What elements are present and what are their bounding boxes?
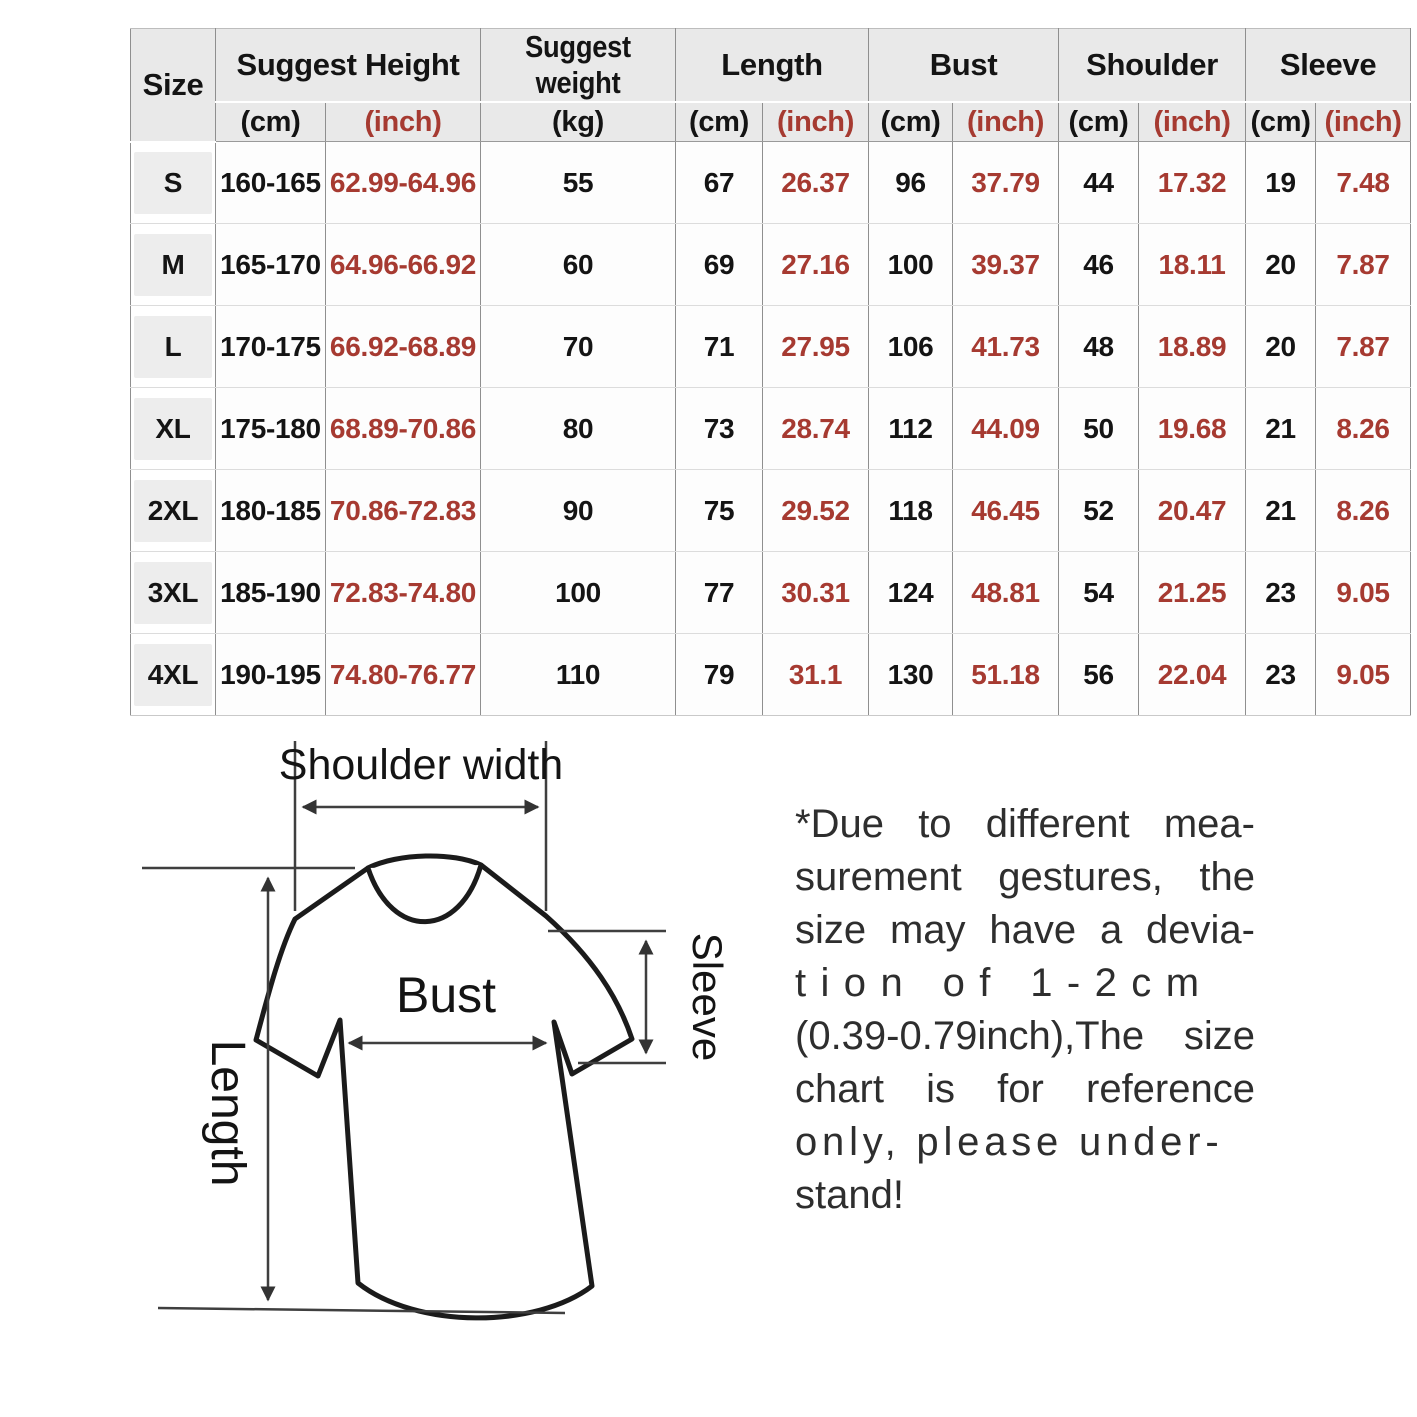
cell-height-cm: 170-175: [216, 306, 326, 388]
header-units-row: [131, 102, 1411, 142]
size-chip: L: [134, 316, 212, 378]
cell-height-inch: 66.92-68.89: [326, 306, 481, 388]
cell-height-inch: 70.86-72.83: [326, 470, 481, 552]
cell-height-cm: 190-195: [216, 634, 326, 716]
cell-length-inch: 28.74: [763, 388, 869, 470]
cell-sleeve-cm: 20: [1246, 306, 1316, 388]
tshirt-outline: [256, 856, 632, 1318]
cell-bust-cm: 118: [869, 470, 953, 552]
header-bust: Bust: [869, 29, 1059, 103]
cell-length-cm: 77: [676, 552, 763, 634]
size-chip: S: [134, 152, 212, 214]
cell-weight-kg: 70: [481, 306, 676, 388]
unit-sleeve-cm: (cm): [1246, 102, 1316, 142]
cell-bust-inch: 44.09: [953, 388, 1059, 470]
tshirt-diagram: [140, 715, 790, 1355]
unit-length-cm: (cm): [676, 102, 763, 142]
cell-height-cm: 165-170: [216, 224, 326, 306]
cell-shoulder-cm: 52: [1059, 470, 1139, 552]
cell-length-inch: 29.52: [763, 470, 869, 552]
cell-size: [131, 388, 216, 470]
cell-sleeve-cm: 20: [1246, 224, 1316, 306]
cell-length-inch: 26.37: [763, 142, 869, 224]
disclaimer-line: surement gestures, the: [795, 855, 1255, 899]
cell-shoulder-inch: 19.68: [1139, 388, 1246, 470]
header-suggest-height: Suggest Height: [216, 29, 481, 103]
cell-height-inch: 62.99-64.96: [326, 142, 481, 224]
cell-size: [131, 470, 216, 552]
header-shoulder: Shoulder: [1059, 29, 1246, 103]
header-sleeve: Sleeve: [1246, 29, 1411, 103]
cell-shoulder-inch: 20.47: [1139, 470, 1246, 552]
cell-shoulder-cm: 56: [1059, 634, 1139, 716]
table-row-xl: [131, 388, 1411, 470]
header-length: Length: [676, 29, 869, 103]
disclaimer-line: *Due to different mea-: [795, 802, 1255, 846]
disclaimer-line: tion of 1-2cm: [795, 961, 1214, 1005]
cell-length-inch: 31.1: [763, 634, 869, 716]
header-group-row: [131, 29, 1411, 103]
cell-height-cm: 185-190: [216, 552, 326, 634]
table-row-s: [131, 142, 1411, 224]
cell-length-cm: 79: [676, 634, 763, 716]
cell-sleeve-cm: 23: [1246, 552, 1316, 634]
cell-length-cm: 73: [676, 388, 763, 470]
cell-length-inch: 30.31: [763, 552, 869, 634]
cell-sleeve-inch: 7.87: [1316, 224, 1411, 306]
cell-sleeve-cm: 21: [1246, 470, 1316, 552]
table-row-m: [131, 224, 1411, 306]
cell-bust-inch: 39.37: [953, 224, 1059, 306]
cell-height-inch: 74.80-76.77: [326, 634, 481, 716]
size-chip: M: [134, 234, 212, 296]
disclaimer-line: size may have a devia-: [795, 908, 1255, 952]
shoulder-width-label: Shoulder width: [278, 741, 564, 789]
size-chip: XL: [134, 398, 212, 460]
cell-bust-cm: 100: [869, 224, 953, 306]
unit-bust-cm: (cm): [869, 102, 953, 142]
cell-sleeve-inch: 9.05: [1316, 552, 1411, 634]
cell-bust-cm: 96: [869, 142, 953, 224]
cell-bust-inch: 48.81: [953, 552, 1059, 634]
cell-length-inch: 27.95: [763, 306, 869, 388]
size-chip: 2XL: [134, 480, 212, 542]
table-row-3xl: [131, 552, 1411, 634]
cell-weight-kg: 60: [481, 224, 676, 306]
unit-height-inch: (inch): [326, 102, 481, 142]
sleeve-label: Sleeve: [684, 932, 731, 1062]
cell-sleeve-cm: 19: [1246, 142, 1316, 224]
cell-sleeve-inch: 8.26: [1316, 388, 1411, 470]
cell-height-inch: 68.89-70.86: [326, 388, 481, 470]
table-row-2xl: [131, 470, 1411, 552]
cell-sleeve-cm: 21: [1246, 388, 1316, 470]
header-suggest-weight-label: Suggest weight: [525, 29, 631, 100]
cell-weight-kg: 90: [481, 470, 676, 552]
cell-bust-cm: 124: [869, 552, 953, 634]
length-label: Length: [201, 1039, 254, 1187]
cell-bust-cm: 106: [869, 306, 953, 388]
bust-label: Bust: [395, 967, 497, 1023]
size-chip: 4XL: [134, 644, 212, 706]
cell-shoulder-cm: 44: [1059, 142, 1139, 224]
disclaimer-line: only, please under-: [795, 1120, 1224, 1164]
size-chip: 3XL: [134, 562, 212, 624]
disclaimer-text: [795, 798, 1255, 1222]
cell-bust-inch: 37.79: [953, 142, 1059, 224]
cell-weight-kg: 55: [481, 142, 676, 224]
unit-length-inch: (inch): [763, 102, 869, 142]
cell-weight-kg: 100: [481, 552, 676, 634]
cell-size: [131, 552, 216, 634]
cell-height-cm: 160-165: [216, 142, 326, 224]
cell-height-cm: 180-185: [216, 470, 326, 552]
cell-shoulder-inch: 18.89: [1139, 306, 1246, 388]
cell-size: [131, 224, 216, 306]
disclaimer-line: chart is for reference: [795, 1067, 1255, 1111]
cell-size: [131, 634, 216, 716]
unit-height-cm: (cm): [216, 102, 326, 142]
cell-sleeve-inch: 9.05: [1316, 634, 1411, 716]
table-row-l: [131, 306, 1411, 388]
cell-shoulder-inch: 17.32: [1139, 142, 1246, 224]
cell-sleeve-inch: 7.87: [1316, 306, 1411, 388]
cell-shoulder-cm: 50: [1059, 388, 1139, 470]
header-size: Size: [131, 29, 216, 142]
cell-bust-cm: 112: [869, 388, 953, 470]
unit-sleeve-inch: (inch): [1316, 102, 1411, 142]
cell-length-cm: 75: [676, 470, 763, 552]
cell-height-inch: 64.96-66.92: [326, 224, 481, 306]
cell-length-inch: 27.16: [763, 224, 869, 306]
disclaimer-line: (0.39-0.79inch),The size: [795, 1014, 1255, 1058]
cell-shoulder-inch: 21.25: [1139, 552, 1246, 634]
unit-shoulder-cm: (cm): [1059, 102, 1139, 142]
disclaimer-line: stand!: [795, 1173, 904, 1217]
size-chart-table: [130, 28, 1411, 716]
header-suggest-weight: [481, 29, 676, 103]
table-row-4xl: [131, 634, 1411, 716]
cell-weight-kg: 80: [481, 388, 676, 470]
cell-height-inch: 72.83-74.80: [326, 552, 481, 634]
table-body: [131, 142, 1411, 716]
unit-bust-inch: (inch): [953, 102, 1059, 142]
unit-shoulder-inch: (inch): [1139, 102, 1246, 142]
cell-sleeve-inch: 8.26: [1316, 470, 1411, 552]
cell-shoulder-cm: 54: [1059, 552, 1139, 634]
cell-shoulder-inch: 22.04: [1139, 634, 1246, 716]
cell-sleeve-inch: 7.48: [1316, 142, 1411, 224]
cell-size: [131, 306, 216, 388]
cell-length-cm: 69: [676, 224, 763, 306]
cell-bust-inch: 51.18: [953, 634, 1059, 716]
cell-length-cm: 67: [676, 142, 763, 224]
cell-size: [131, 142, 216, 224]
cell-bust-inch: 46.45: [953, 470, 1059, 552]
cell-shoulder-inch: 18.11: [1139, 224, 1246, 306]
cell-height-cm: 175-180: [216, 388, 326, 470]
unit-weight-kg: (kg): [481, 102, 676, 142]
cell-bust-cm: 130: [869, 634, 953, 716]
cell-weight-kg: 110: [481, 634, 676, 716]
cell-shoulder-cm: 48: [1059, 306, 1139, 388]
cell-length-cm: 71: [676, 306, 763, 388]
cell-shoulder-cm: 46: [1059, 224, 1139, 306]
cell-bust-inch: 41.73: [953, 306, 1059, 388]
cell-sleeve-cm: 23: [1246, 634, 1316, 716]
